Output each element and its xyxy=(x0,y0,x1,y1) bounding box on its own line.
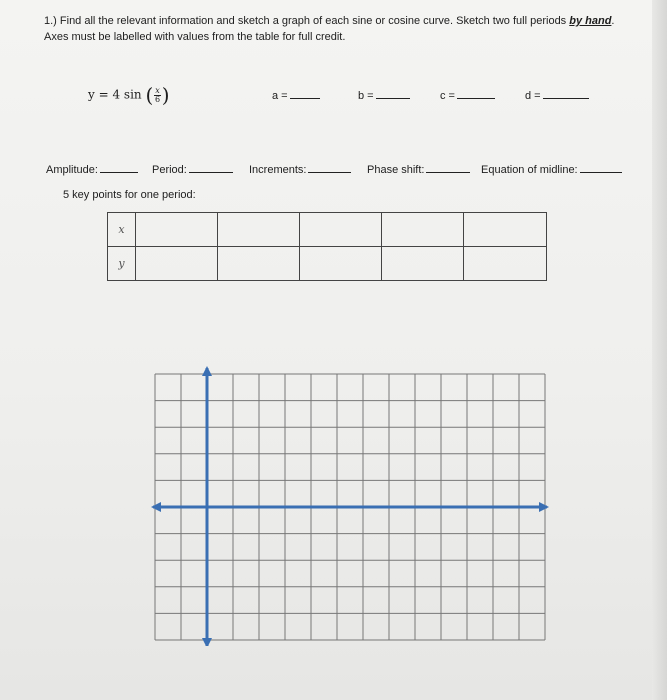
param-a-label: a = xyxy=(272,90,288,102)
midline-label: Equation of midline: xyxy=(481,164,578,176)
equation-lhs: y = 4 sin xyxy=(88,87,142,102)
question-body: Find all the relevant information and sketch a graph of each sine or cosine curve. Sketch two full periods xyxy=(59,15,567,27)
param-c xyxy=(440,88,495,102)
param-d-label: d = xyxy=(525,90,541,102)
table-cell[interactable] xyxy=(300,247,382,281)
key-points-label: 5 key points for one period: xyxy=(63,189,196,201)
table-cell[interactable] xyxy=(218,213,300,247)
amplitude-label: Amplitude: xyxy=(46,164,98,176)
arrow-down-icon xyxy=(202,638,212,646)
equation: y = 4 sin ( $\frac{x}{6}$ ) xyxy=(88,83,170,107)
table-cell[interactable] xyxy=(300,213,382,247)
table-cell[interactable] xyxy=(218,247,300,281)
midline-field xyxy=(481,162,622,176)
midline-blank[interactable] xyxy=(580,162,622,173)
param-b-blank[interactable] xyxy=(376,88,410,99)
table-row-y xyxy=(108,247,547,281)
question-tail: . Axes must be labelled with values from the table for full credit. xyxy=(44,15,615,43)
table-cell[interactable] xyxy=(464,213,547,247)
key-points-table xyxy=(107,212,547,281)
fraction-numerator: x xyxy=(155,85,160,95)
increments-blank[interactable] xyxy=(308,162,351,173)
graph-grid[interactable] xyxy=(150,366,550,646)
amplitude-field xyxy=(46,162,138,176)
table-cell[interactable] xyxy=(382,213,464,247)
table-cell[interactable] xyxy=(382,247,464,281)
table-cell[interactable] xyxy=(136,213,218,247)
phase-shift-label: Phase shift: xyxy=(367,164,425,176)
param-b-label: b = xyxy=(358,90,374,102)
increments-label: Increments: xyxy=(249,164,307,176)
period-blank[interactable] xyxy=(189,162,233,173)
phase-shift-blank[interactable] xyxy=(426,162,470,173)
table-row-x xyxy=(108,213,547,247)
param-b xyxy=(358,88,410,102)
question-text xyxy=(44,13,624,45)
param-a xyxy=(272,88,320,102)
param-d-blank[interactable] xyxy=(543,88,589,99)
question-number: 1.) xyxy=(44,15,57,27)
phase-shift-field xyxy=(367,162,470,176)
param-c-blank[interactable] xyxy=(457,88,495,99)
period-label: Period: xyxy=(152,164,187,176)
period-field xyxy=(152,162,233,176)
page-edge xyxy=(652,0,667,700)
question-emphasis: by hand xyxy=(569,15,612,27)
param-d xyxy=(525,88,589,102)
row-label-y: y xyxy=(108,247,136,281)
equation-fraction xyxy=(154,87,161,104)
amplitude-blank[interactable] xyxy=(100,162,138,173)
table-cell[interactable] xyxy=(464,247,547,281)
table-cell[interactable] xyxy=(136,247,218,281)
row-label-x: x xyxy=(108,213,136,247)
increments-field xyxy=(249,162,351,176)
arrow-left-icon xyxy=(151,502,161,512)
fraction-denominator: 6 xyxy=(154,94,161,104)
param-c-label: c = xyxy=(440,90,455,102)
param-a-blank[interactable] xyxy=(290,88,320,99)
arrow-right-icon xyxy=(539,502,549,512)
arrow-up-icon xyxy=(202,366,212,376)
